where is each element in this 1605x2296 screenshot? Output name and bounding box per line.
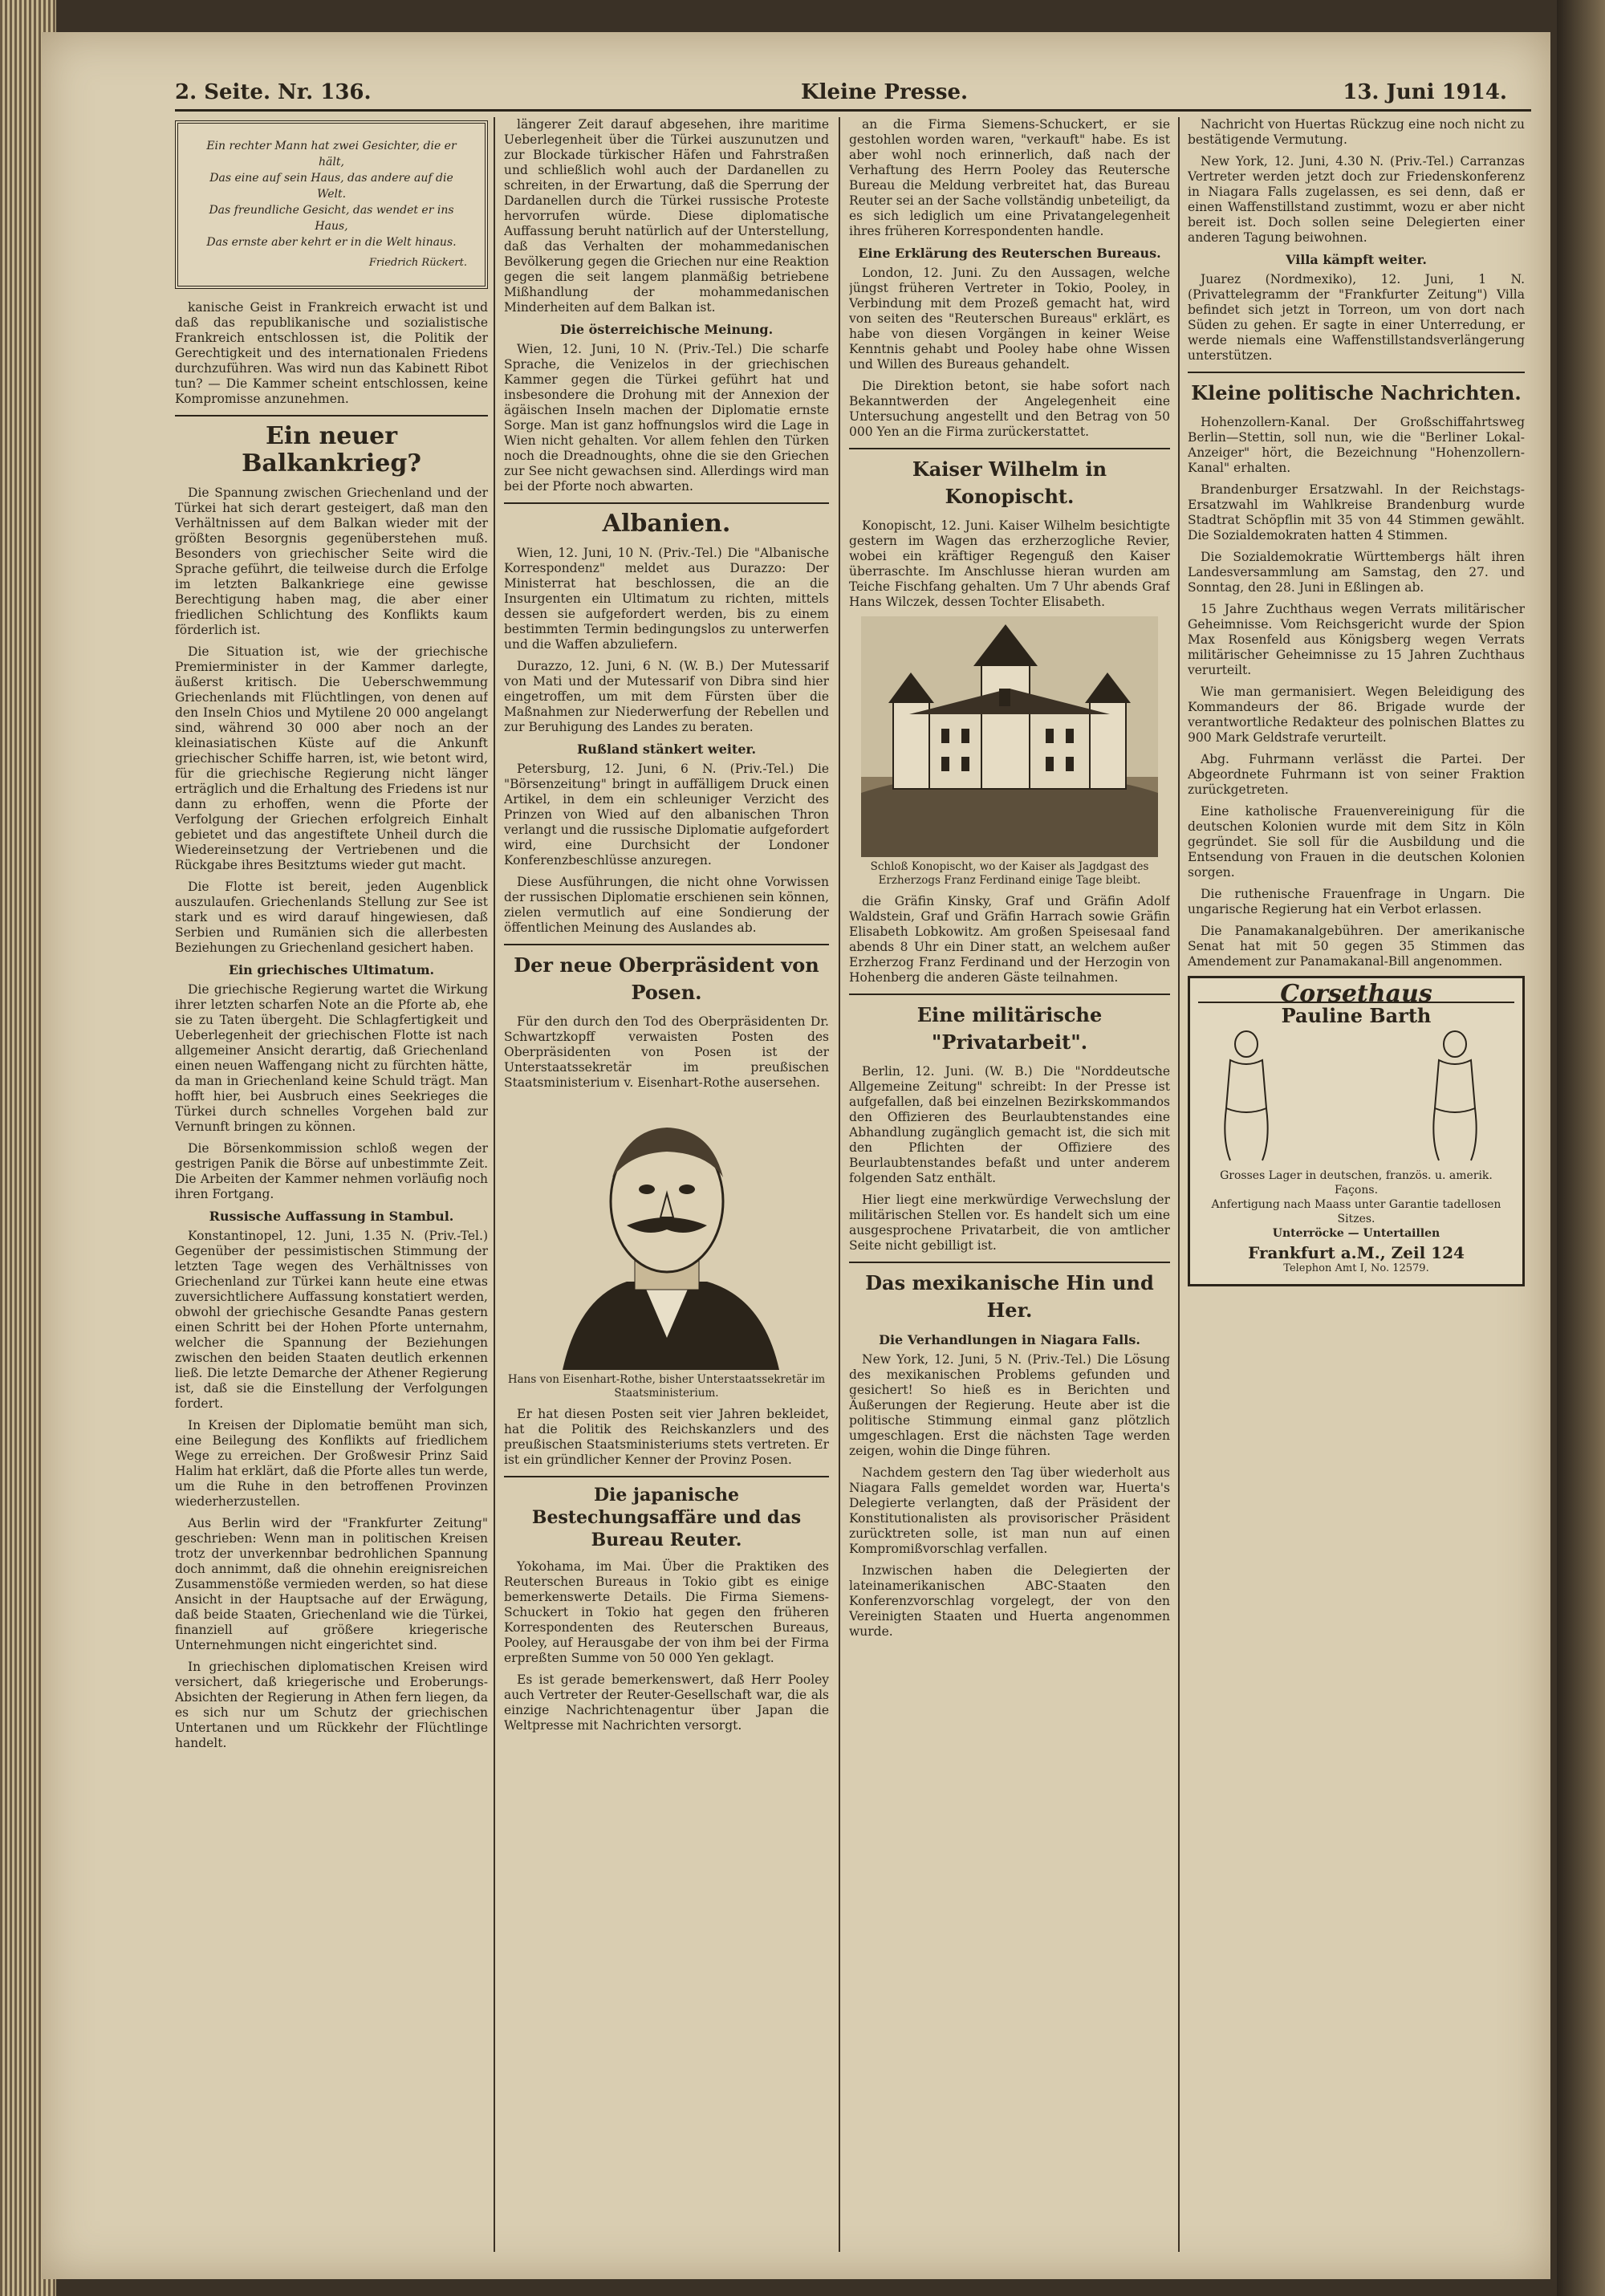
article-text: Durazzo, 12. Juni, 6 N. (W. B.) Der Mutessarif von Mati und der Mutessarif von Dibra sind hier eingetroffen, um mit dem Fürsten über die Maßnahmen zur Niederwerfung der Rebellen und zur Beruhigung des Landes zu beraten.: [504, 659, 829, 734]
column-1: [175, 117, 488, 2252]
portrait-illustration: [530, 1097, 803, 1370]
poem-line: Das ernste aber kehrt er in die Welt hinaus.: [206, 236, 457, 249]
masthead: Kleine Presse.: [801, 80, 969, 104]
article-text: die Gräfin Kinsky, Graf und Gräfin Adolf Waldstein, Graf und Gräfin Harrach sowie Gräfin Elisabeth Lobkowitz. Am großen Speisesaal fand abends 8 Uhr ein Diner statt, an welchem außer Erzherzog Franz Ferdinand und der Herzogin von Hohenberg die anderen Gäste teilnahmen.: [849, 894, 1170, 985]
article-text: längerer Zeit darauf abgesehen, ihre maritime Ueberlegenheit über die Türkei auszunutzen und zur Blockade türkischer Häfen und Fahrstraßen und schließlich wohl auch der Dardanellen zu schreiten, in der Erwartung, daß die Sperrung der Dardanellen durch die Türkei russische Proteste hervorrufen würde. Diese diplomatische Auffassung beruht natürlich auf der Unterstellung, daß das Verhalten der mohammedanischen Bevölkerung gegen die Griechen nur eine Reaktion gegen die seit langem planmäßig betriebene Mißhandlung der mohammedanischen Minderheiten auf dem Balkan ist.: [504, 117, 829, 315]
article-text: New York, 12. Juni, 5 N. (Priv.-Tel.) Die Lösung des mexikanischen Problems gefunden und gesichert! So hieß es in Berichten und Äußerungen der Regierung. Heute aber ist die politische Stimmung einmal ganz plötzlich umgeschlagen. Erst die nächsten Tage werden zeigen, wohin die Dinge führen.: [849, 1352, 1170, 1458]
corset-advertisement: [1188, 976, 1525, 1286]
article-title: Eine militärische "Privatarbeit".: [849, 994, 1170, 1056]
poem-author: Friedrich Rückert.: [368, 257, 467, 269]
article-text: Nachricht von Huertas Rückzug eine noch nicht zu bestätigende Vermutung.: [1188, 117, 1525, 147]
section-heading: Die Verhandlungen in Niagara Falls.: [879, 1332, 1140, 1347]
article-text: Juarez (Nordmexiko), 12. Juni, 1 N. (Privattelegramm der "Frankfurter Zeitung") Villa befindet sich jetzt in Torreon, um von dort nach Süden zu gehen. Er sagte in einer Unterredung, er werde niemals eine Waffenstillstandsverlängerung unterstützen.: [1188, 272, 1525, 363]
article-title: Kleine politische Nachrichten.: [1188, 372, 1525, 407]
article-text: Die griechische Regierung wartet die Wirkung ihrer letzten scharfen Note an die Pforte ab, ehe sie zu Taten übergeht. Die Schlagfertigkeit und Ueberlegenheit der griechischen Flotte ist nach allgemeiner Ansicht derartig, daß Griechenland einen neuen Waffengang nicht zu fürchten hätte, da man in Griechenland keine Schuld trägt. Man hofft hier, bei Ausbruch eines Seekrieges die Türkei durch schnelles Vorgehen bald zur Vernunft bringen zu können.: [175, 982, 488, 1134]
article-text: kanische Geist in Frankreich erwacht ist und daß das republikanische und sozialistische Frankreich entschlossen ist, die Politik der Gerechtigkeit und des internationalen Friedens durchzuführen. Was wird nun das Kabinett Ribot tun? — Die Kammer scheint entschlossen, keine Kompromisse anzunehmen.: [175, 300, 488, 406]
figure-caption: Schloß Konopischt, wo der Kaiser als Jagdgast des Erzherzogs Franz Ferdinand einige Tage bleibt.: [870, 860, 1149, 887]
article-text: New York, 12. Juni, 4.30 N. (Priv.-Tel.) Carranzas Vertreter werden jetzt doch zur Friedenskonferenz in Niagara Falls zugelassen, es sei denn, daß er einen Waffenstillstand zustimmt, wozu er aber nicht bereit ist. Doch sollen seine Delegierten einer anderen Tagung beiwohnen.: [1188, 154, 1525, 245]
article-text: Die Flotte ist bereit, jeden Augenblick auszulaufen. Griechenlands Stellung zur See ist stark und es wird darauf hingewiesen, daß Serbien und Rumänien sich die allerbesten Beziehungen zu Griechenland gesichert haben.: [175, 880, 488, 955]
poem-box: [175, 120, 488, 289]
article-text: Berlin, 12. Juni. (W. B.) Die "Norddeutsche Allgemeine Zeitung" schreibt: In der Presse ist aufgefallen, daß bei einzelnen Bezirkskommandos den Offizieren des Beurlaubtenstandes eine Abhandlung zugänglich gemacht ist, die sich mit den Pflichten der Offiziere des Beurlaubtenstandes befaßt und unter anderem folgenden Satz enthält.: [849, 1064, 1170, 1185]
article-text: Eine katholische Frauenvereinigung für die deutschen Kolonien wurde mit dem Sitz in Köln gegründet. Sie soll für die Ausbildung und die Entsendung von Frauen in die deutschen Kolonien sorgen.: [1188, 804, 1525, 880]
article-text: Hier liegt eine merkwürdige Verwechslung der militärischen Stellen vor. Es handelt sich um eine ausgesprochene Privatarbeit, die von amtlicher Seite nicht gebilligt ist.: [849, 1193, 1170, 1253]
article-text: Wien, 12. Juni, 10 N. (Priv.-Tel.) Die "Albanische Korrespondenz" meldet aus Durazzo: Der Ministerrat hat beschlossen, die an die Insurgenten ein Ultimatum zu richten, mittels dessen sie aufgefordert werden, bis zu einem bestimmten Termin bedingungslos zu unterwerfen und die Waffen abzuliefern.: [504, 546, 829, 652]
poem-line: Das eine auf sein Haus, das andere auf die Welt.: [209, 172, 453, 201]
poem-line: Ein rechter Mann hat zwei Gesichter, die er hält,: [206, 140, 457, 169]
article-text: Abg. Fuhrmann verlässt die Partei. Der Abgeordnete Fuhrmann ist von seiner Fraktion zurückgetreten.: [1188, 752, 1525, 797]
section-heading: Eine Erklärung des Reuterschen Bureaus.: [858, 246, 1161, 261]
article-text: Die Börsenkommission schloß wegen der gestrigen Panik die Börse auf unbestimmte Zeit. Die Arbeiten der Kammer nehmen vorläufig noch ihren Fortgang.: [175, 1141, 488, 1201]
article-text: an die Firma Siemens-Schuckert, er sie gestohlen worden waren, "verkauft" habe. Es ist aber wohl noch erinnerlich, daß nach der Verhaftung des Herrn Pooley das Reutersche Bureau die Meldung verbreitet hat, das Bureau Reuter sei an der Sache vollständig unbeteiligt, da es sich lediglich um eine Privatangelegenheit ihres früheren Korrespondenten handle.: [849, 117, 1170, 238]
ad-text: Grosses Lager in deutschen, französ. u. amerik. Façons.: [1220, 1169, 1493, 1197]
article-text: Die Spannung zwischen Griechenland und der Türkei hat sich derart gesteigert, daß man den Verhältnissen auf dem Balkan wieder mit der größten Besorgnis gegenüberstehen muß. Besonders von griechischer Seite wird die Sprache geführt, die teilweise durch die Erfolge im letzten Balkankriege eine gewisse Berechtigung haben mag, die aber einer friedlichen Schlichtung des Konflikts kaum förderlich ist.: [175, 486, 488, 637]
article-text: Inzwischen haben die Delegierten der lateinamerikanischen ABC-Staaten den Konferenzvorschlag vorgelegt, der von den Vereinigten Staaten und Huerta angenommen wurde.: [849, 1563, 1170, 1639]
article-title: Ein neuer Balkankrieg?: [175, 415, 488, 477]
next-page-edge: [1557, 0, 1605, 2296]
page-header: [175, 80, 1531, 112]
article-text: Wien, 12. Juni, 10 N. (Priv.-Tel.) Die scharfe Sprache, die Venizelos in der griechischen Kammer gegen die Türkei geführt hat und insbesondere die Drohung mit der Annexion der ägäischen Inseln machen der Diplomatie ernste Sorge. Man ist ganz hoffnungslos wird die Lage in Wien nicht gehalten. Vor allem fehlen den Türken noch die Dreadnoughts, ohne die sie den Griechen zur See nicht gewachsen sind. Allerdings wird man bei der Pforte noch abwarten.: [504, 342, 829, 494]
article-text: Die ruthenische Frauenfrage in Ungarn. Die ungarische Regierung hat ein Verbot erlassen.: [1188, 887, 1525, 916]
corset-illustration: [1198, 1028, 1503, 1164]
article-title: Der neue Oberpräsident von Posen.: [504, 944, 829, 1006]
article-text: Die Sozialdemokratie Württembergs hält ihren Landesversammlung am Samstag, den 27. und Sonntag, den 28. Juni in Eßlingen ab.: [1188, 550, 1525, 595]
section-heading: Russische Auffassung in Stambul.: [209, 1209, 454, 1224]
column-3: [849, 117, 1170, 2252]
castle-illustration: [861, 616, 1158, 857]
article-text: Konstantinopel, 12. Juni, 1.35 N. (Priv.-Tel.) Gegenüber der pessimistischen Stimmung der letzten Tage wegen des Verhältnisses von Griechenland zur Türkei kann heute eine etwas zuversichtlichere Auffassung konstatiert werden, obwohl der griechische Gesandte Panas gestern einen Schritt bei der Hohen Pforte unternahm, welcher die Spannung der Beziehungen zwischen den beiden Staaten deutlich erkennen ließ. Die letzte Demarche der Athener Regierung ist, daß sie die Einstellung der Verfolgungen fordert.: [175, 1229, 488, 1411]
article-title: Albanien.: [504, 502, 829, 538]
article-text: Yokohama, im Mai. Über die Praktiken des Reuterschen Bureaus in Tokio gibt es einige bemerkenswerte Details. Die Firma Siemens-Schuckert in Tokio hat gegen den früheren Korrespondenten des Reuterschen Bureaus, Pooley, auf Herausgabe der von ihm bei der Firma erpreßten Summe von 50 000 Yen geklagt.: [504, 1559, 829, 1665]
article-text: Wie man germanisiert. Wegen Beleidigung des Kommandeurs der 86. Brigade wurde der verantwortliche Redakteur des polnischen Blattes zu 900 Mark Geldstrafe verurteilt.: [1188, 685, 1525, 745]
article-title: Die japanische Bestechungsaffäre und das Bureau Reuter.: [504, 1476, 829, 1551]
ad-text: Unterröcke — Untertaillen: [1272, 1227, 1440, 1240]
article-text: In griechischen diplomatischen Kreisen wird versichert, daß kriegerische und Eroberungs-Absichten der Regierung in Athen fern liegen, da es sich nur um Schutz der griechischen Untertanen und um Rückkehr der Flüchtlinge handelt.: [175, 1660, 488, 1750]
article-text: Die Panamakanalgebühren. Der amerikanische Senat hat mit 50 gegen 35 Stimmen das Amendement zur Panamakanal-Bill angenommen.: [1188, 924, 1525, 969]
issue-date: 13. Juni 1914.: [1343, 80, 1507, 104]
article-text: Er hat diesen Posten seit vier Jahren bekleidet, hat die Politik des Reichskanzlers und des preußischen Staatsministeriums stets vertreten. Er ist ein gründlicher Kenner der Provinz Posen.: [504, 1407, 829, 1467]
article-text: Für den durch den Tod des Oberpräsidenten Dr. Schwartzkopff verwaisten Posten des Oberpräsidenten von Posen ist der Unterstaatssekretär im preußischen Staatsministerium v. Eisenhart-Rothe ausersehen.: [504, 1014, 829, 1090]
article-text: In Kreisen der Diplomatie bemüht man sich, eine Beilegung des Konflikts auf friedlichem Wege zu erreichen. Der Großwesir Prinz Said Halim hat erklärt, daß die Pforte alles tun werde, um die Ruhe in den betroffenen Provinzen wiederherzustellen.: [175, 1418, 488, 1509]
section-heading: Rußland stänkert weiter.: [576, 742, 757, 757]
ad-owner: Pauline Barth: [1281, 1004, 1432, 1027]
portrait-figure: [504, 1097, 829, 1400]
ad-brand: Corsethaus: [1198, 986, 1514, 1003]
article-text: Hohenzollern-Kanal. Der Großschiffahrtsweg Berlin—Stettin, soll nun, wie die "Berliner Lokal-Anzeiger" hört, die Bezeichnung "Hohenzollern-Kanal" erhalten.: [1188, 415, 1525, 475]
column-rule: [1178, 117, 1180, 2252]
article-text: Konopischt, 12. Juni. Kaiser Wilhelm besichtigte gestern im Wagen das erzherzogliche Revier, wobei ein kräftiger Regenguß den Kaiser überraschte. Im Anschlusse hieran wurden am Teiche Fischfang gehalten. Um 7 Uhr abends Graf Hans Wilczek, dessen Tochter Elisabeth.: [849, 518, 1170, 609]
column-rule: [494, 117, 495, 2252]
article-text: Aus Berlin wird der "Frankfurter Zeitung" geschrieben: Wenn man in politischen Kreisen trotz der unverkennbar bedrohlichen Spannung doch annimmt, daß die ohnehin ereignisreichen Zusammenstöße vermieden werden, so hat diese Ansicht in der Hauptsache auf der Erwägung, daß beide Staaten, Griechenland wie die Türkei, finanziell auf größere kriegerische Unternehmungen nicht eingerichtet sind.: [175, 1516, 488, 1652]
figure-caption: Hans von Eisenhart-Rothe, bisher Unterstaatssekretär im Staatsministerium.: [507, 1373, 826, 1400]
column-2: [504, 117, 829, 2252]
ad-address: Frankfurt a.M., Zeil 124: [1248, 1243, 1465, 1262]
article-text: Petersburg, 12. Juni, 6 N. (Priv.-Tel.) Die "Börsenzeitung" bringt in auffälligem Druck einen Artikel, in dem ein schleuniger Verzicht des Prinzen von Wied auf den albanischen Thron verlangt und die russische Diplomatie aufgefordert wird, eine Durchsicht der Londoner Konferenzbeschlüsse anzuregen.: [504, 762, 829, 868]
article-text: Brandenburger Ersatzwahl. In der Reichstags-Ersatzwahl im Wahlkreise Brandenburg wurde Stadtrat Schöpflin mit 35 von 44 Stimmen gewählt. Die Sozialdemokraten hatten 4 Stimmen.: [1188, 482, 1525, 543]
section-heading: Die österreichische Meinung.: [559, 322, 774, 337]
column-rule: [839, 117, 840, 2252]
ad-phone: Telephon Amt I, No. 12579.: [1283, 1262, 1429, 1274]
article-title: Kaiser Wilhelm in Konopischt.: [849, 448, 1170, 510]
article-text: Die Situation ist, wie der griechische Premierminister in der Kammer darlegte, äußerst kritisch. Die Ueberschwemmung Griechenlands mit Flüchtlingen, von denen auf den Inseln Chios und Mytilene 20 000 angelangt sind, während 30 000 aber noch an der kleinasiatischen Küste auf die Ankunft griechischer Schiffe harren, ist, wie betont wird, für die griechische Regierung nicht länger erträglich und die Erhaltung des Friedens ist nur dann zu erhoffen, wenn die Pforte der Verfolgung der Griechen erfolgreich Einhalt gebietet und das angestiftete Unheil durch die Wiedereinsetzung der Vertriebenen und die Rückgabe ihres Besitztums wieder gut macht.: [175, 644, 488, 872]
article-text: Nachdem gestern den Tag über wiederholt aus Niagara Falls gemeldet worden war, Huerta's Delegierte verlangten, daß der Präsident der Konstitutionalisten als provisorischer Präsident zurücktreten solle, ist man nun auf einen Kompromißvorschlag verfallen.: [849, 1465, 1170, 1556]
section-heading: Villa kämpft weiter.: [1286, 252, 1427, 267]
article-title: Das mexikanische Hin und Her.: [849, 1262, 1170, 1324]
article-text: 15 Jahre Zuchthaus wegen Verrats militärischer Geheimnisse. Vom Reichsgericht wurde der Spion Max Rosenfeld aus Königsberg wegen Verrats militärischer Geheimnisse zu 15 Jahren Zuchthaus verurteilt.: [1188, 602, 1525, 677]
poem-line: Das freundliche Gesicht, das wendet er ins Haus,: [209, 204, 454, 233]
article-text: Die Direktion betont, sie habe sofort nach Bekanntwerden der Angelegenheit eine Untersuchung angestellt und den Betrag von 50 000 Yen an die Firma zurückerstattet.: [849, 379, 1170, 439]
castle-figure: [849, 616, 1170, 888]
ad-text: Anfertigung nach Maass unter Garantie tadellosen Sitzes.: [1211, 1198, 1501, 1225]
column-4: [1188, 117, 1525, 2252]
article-text: Diese Ausführungen, die nicht ohne Vorwissen der russischen Diplomatie erschienen sein können, zielen vermutlich auf eine Sondierung der öffentlichen Meinung des Auslandes ab.: [504, 875, 829, 935]
article-text: Es ist gerade bemerkenswert, daß Herr Pooley auch Vertreter der Reuter-Gesellschaft war, die als einzige Nachrichtenagentur über Japan die Weltpresse mit Nachrichten versorgt.: [504, 1672, 829, 1733]
article-text: London, 12. Juni. Zu den Aussagen, welche jüngst früheren Vertreter in Tokio, Pooley, in Verbindung mit dem Prozeß gemacht hat, wird von seiten des "Reuterschen Bureaus" erklärt, es habe von diesen Vorgängen in keiner Weise Kenntnis gehabt und Pooley habe ohne Wissen und Willen des Bureaus gehandelt.: [849, 266, 1170, 372]
section-heading: Ein griechisches Ultimatum.: [228, 962, 435, 977]
page-number: 2. Seite. Nr. 136.: [175, 80, 372, 104]
